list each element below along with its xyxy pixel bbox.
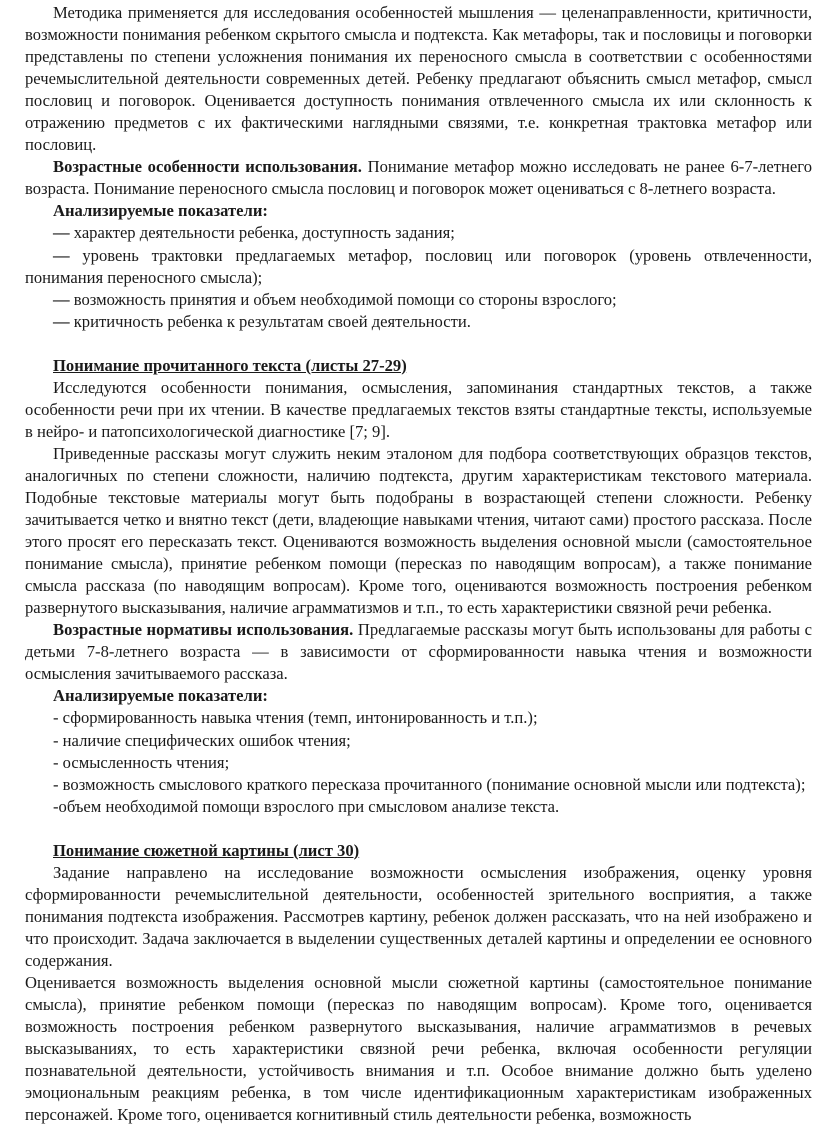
dash-bullet: — [53, 223, 70, 243]
intro-paragraph: Методика применяется для исследования особенностей мышления — целенаправленности, критичности, возможности понимания ребенком скрытого смысла и подтекста. Как метафоры, так и пословицы и поговорки представлены по степени усложнения понимания их переносного смысла в соответствии с особенностями речемыслительной деятельности современных детей. Ребенку предлагают объяснить смысл метафор, смысл пословиц и поговорок. Оценивается доступность понимания отвлеченного смысла их или склонность к отражению предметов с их фактическими наглядными связями, т.е. конкретная трактовка метафор или пословиц. [25, 3, 812, 155]
section-heading-reading: Понимание прочитанного текста (листы 27-29) [53, 355, 407, 375]
indicators-heading-2: Анализируемые показатели: [53, 686, 268, 706]
spacer [25, 333, 812, 355]
reading-indicator-item: - возможность смыслового краткого пересказа прочитанного (понимание основной мысли или подтекста); [53, 774, 806, 794]
age-norms-text: Предлагаемые рассказы могут быть использованы для работы с детьми 7-8-летнего возраста — в зависимости от сформированности навыка чтения и возможности осмысления зачитываемого рассказа. [25, 620, 812, 684]
section-heading-picture: Понимание сюжетной картины (лист 30) [53, 840, 360, 860]
reading-indicator-item: -объем необходимой помощи взрослого при смысловом анализе текста. [53, 796, 560, 816]
indicator-text: уровень трактовки предлагаемых метафор, пословиц или поговорок (уровень отвлеченности, понимания переносного смысла); [25, 245, 812, 287]
indicator-item [25, 311, 812, 333]
indicator-item [25, 289, 812, 311]
spacer [25, 818, 812, 840]
dash-bullet: — [53, 311, 70, 331]
indicator-text: характер деятельности ребенка, доступность задания; [69, 223, 455, 243]
reading-paragraph-2: Приведенные рассказы могут служить неким эталоном для подбора соответствующих образцов текстов, аналогичных по степени сложности, наличию подтекста, другим характеристикам текстового материала. Подобные текстовые материалы могут быть подобраны в возрастающей степени сложности. Ребенку зачитывается четко и внятно текст (дети, владеющие навыками чтения, читают сами) простого рассказа. После этого просят его пересказать текст. Оцениваются возможность выделения основной мысли (самостоятельное понимание смысла), принятие ребенком помощи (пересказ по наводящим вопросам), а также понимание смысла рассказа (по наводящим вопросам). Кроме того, оцениваются возможность построения ребенком развернутого высказывания, наличие аграмматизмов и т.п., то есть характеристики связной речи ребенка. [25, 443, 812, 618]
age-features-label: Возрастные особенности использования. [53, 157, 362, 177]
picture-paragraph-1: Задание направлено на исследование возможности осмысления изображения, оценку уровня сформированности речемыслительной деятельности, особенностей зрительного восприятия, а также понимания подтекста изображения. Рассмотрев картину, ребенок должен рассказать, что на ней изображено и что происходит. Задача заключается в выделении существенных деталей картины и определении ее основного содержания. [25, 862, 812, 970]
age-norms-paragraph [25, 619, 812, 685]
reading-paragraph-1: Исследуются особенности понимания, осмысления, запоминания стандартных текстов, а также особенности речи при их чтении. В качестве предлагаемых текстов взяты стандартные тексты, используемые в нейро- и патопсихологической диагностике [7; 9]. [25, 377, 812, 441]
indicator-item [25, 245, 812, 289]
indicator-text: возможность принятия и объем необходимой помощи со стороны взрослого; [69, 289, 617, 309]
reading-indicator-item: - сформированность навыка чтения (темп, интонированность и т.п.); [53, 708, 538, 728]
indicator-text: критичность ребенка к результатам своей деятельности. [69, 311, 471, 331]
indicators-heading-1: Анализируемые показатели: [53, 201, 268, 221]
age-features-paragraph [25, 156, 812, 200]
picture-paragraph-2: Оценивается возможность выделения основной мысли сюжетной картины (самостоятельное понимание смысла), принятие ребенком помощи (пересказ по наводящим вопросам). Кроме того, оценивается возможность построения ребенком развернутого высказывания, наличие аграмматизмов в речевых высказываниях, то есть характеристики связной речи ребенка, включая особенности регуляции познавательной деятельности, устойчивость внимания и т.п. Особое внимание должно быть уделено эмоциональным реакциям ребенка, в том числе идентификационным характеристикам изображенных персонажей. Кроме того, оценивается когнитивный стиль деятельности ребенка, возможность [25, 972, 812, 1125]
dash-bullet: — [53, 289, 70, 309]
reading-indicator-item: - осмысленность чтения; [53, 752, 230, 772]
age-norms-label: Возрастные нормативы использования. [53, 620, 354, 640]
reading-indicator-item: - наличие специфических ошибок чтения; [53, 730, 351, 750]
indicator-item [25, 222, 812, 244]
age-features-text: Понимание метафор можно исследовать не ранее 6-7-летнего возраста. Понимание переносного смысла пословиц и поговорок может оцениваться с 8-летнего возраста. [25, 157, 812, 199]
dash-bullet: — [53, 245, 70, 265]
